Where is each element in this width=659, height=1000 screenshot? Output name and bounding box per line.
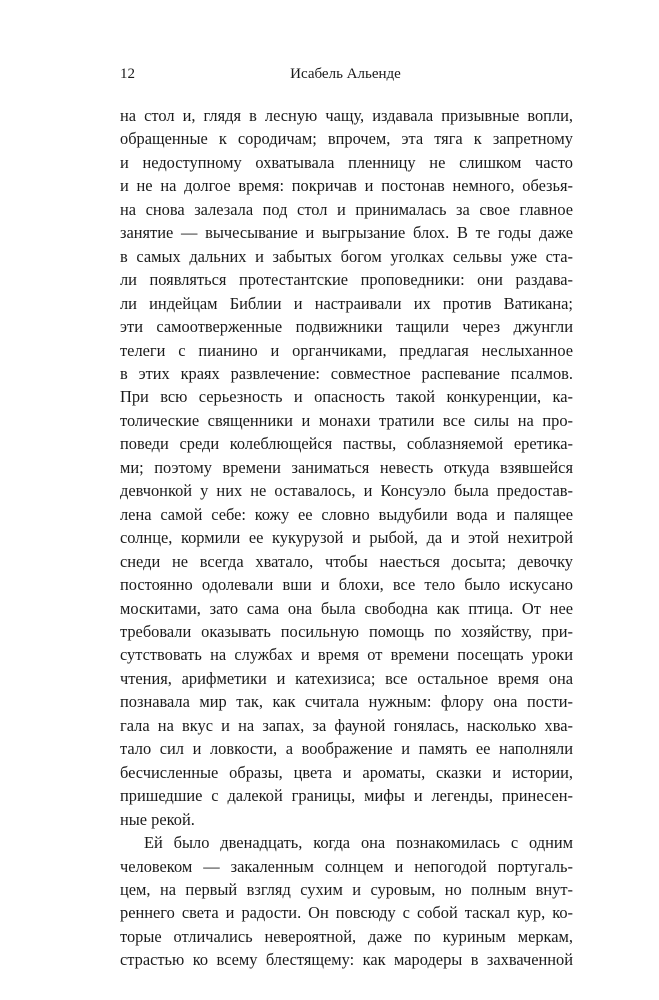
running-head-author: Исабель Альенде	[290, 66, 401, 82]
text-line: на стол и, глядя в лесную чащу, издавала призывные вопли,	[120, 106, 573, 125]
text-line: реннего света и радости. Он повсюду с собой таскал кур, ко-	[120, 903, 573, 923]
text-line: сутствовать на службах и время от времени посещать уроки	[120, 645, 573, 665]
text-line: цем, на первый взгляд сухим и суровым, но полным внут-	[120, 879, 573, 899]
text-line: лена самой себе: кожу ее словно выдубили вода и палящее	[120, 504, 573, 524]
text-line: и недоступному охватывала пленницу не слишком часто	[120, 152, 573, 172]
text-line: солнце, кормили ее кукурузой и рыбой, да и этой нехитрой	[120, 528, 573, 548]
text-line: поведи среди колеблющейся паствы, соблазняемой еретика-	[120, 434, 573, 454]
text-line: гала на вкус и на запах, за фауной гонялась, насколько хва-	[120, 715, 573, 735]
text-line: Ей было двенадцать, когда она познакомилась с одним	[144, 833, 573, 853]
text-line: ли появляться протестантские проповедники: они раздава-	[120, 270, 573, 290]
text-line: в этих краях развлечение: совместное распевание псалмов.	[120, 363, 573, 383]
text-line: эти самоотверженные подвижники тащили через джунгли	[120, 317, 573, 337]
text-line: требовали оказывать посильную помощь по хозяйству, при-	[120, 621, 573, 641]
paragraph	[120, 104, 573, 831]
text-line: бесчисленные образы, цвета и ароматы, сказки и истории,	[120, 762, 573, 782]
text-line: человеком — закаленным солнцем и непогодой португаль-	[120, 856, 573, 876]
text-line: торые отличались невероятной, даже по куриным меркам,	[120, 926, 573, 946]
text-line: занятие — вычесывание и выгрызание блох. В те годы даже	[120, 223, 573, 243]
text-line: и не на долгое время: покричав и постонав немного, обезья-	[120, 176, 573, 196]
text-line: обращенные к сородичам; впрочем, эта тяга к запретному	[120, 129, 573, 149]
body-text	[120, 104, 573, 972]
text-line: ные рекой.	[120, 809, 195, 829]
text-line: толические священники и монахи тратили все силы на про-	[120, 410, 573, 430]
text-line: ли индейцам Библии и настраивали их против Ватикана;	[120, 293, 573, 313]
page-number: 12	[120, 66, 135, 82]
text-line: постоянно одолевали вши и блохи, все тело было искусано	[120, 575, 573, 595]
paragraph	[120, 831, 573, 972]
text-line: чтения, арифметики и катехизиса; все остальное время она	[120, 668, 573, 688]
text-line: пришедшие с далекой границы, мифы и легенды, принесен-	[120, 786, 573, 806]
text-line: При всю серьезность и опасность такой конкуренции, ка-	[120, 387, 573, 407]
text-line: познавала мир так, как считала нужным: флору она пости-	[120, 692, 573, 712]
text-line: девчонкой у них не оставалось, и Консуэло была предостав-	[120, 481, 573, 501]
text-line: страстью ко всему блестящему: как мародеры в захваченной	[120, 950, 573, 970]
text-line: снеди не всегда хватало, чтобы наесться досыта; девочку	[120, 551, 573, 571]
page-header	[120, 63, 571, 85]
text-line: ми; поэтому времени заниматься невесть откуда взявшейся	[120, 457, 573, 477]
text-line: москитами, зато сама она была свободна как птица. От нее	[120, 598, 573, 618]
text-line: на снова залезала под стол и принималась за свое главное	[120, 199, 573, 219]
text-line: телеги с пианино и органчиками, предлагая неслыханное	[120, 340, 573, 360]
text-line: в самых дальних и забытых богом уголках сельвы уже ста-	[120, 246, 573, 266]
text-line: тало сил и ловкости, а воображение и память ее наполняли	[120, 739, 573, 759]
